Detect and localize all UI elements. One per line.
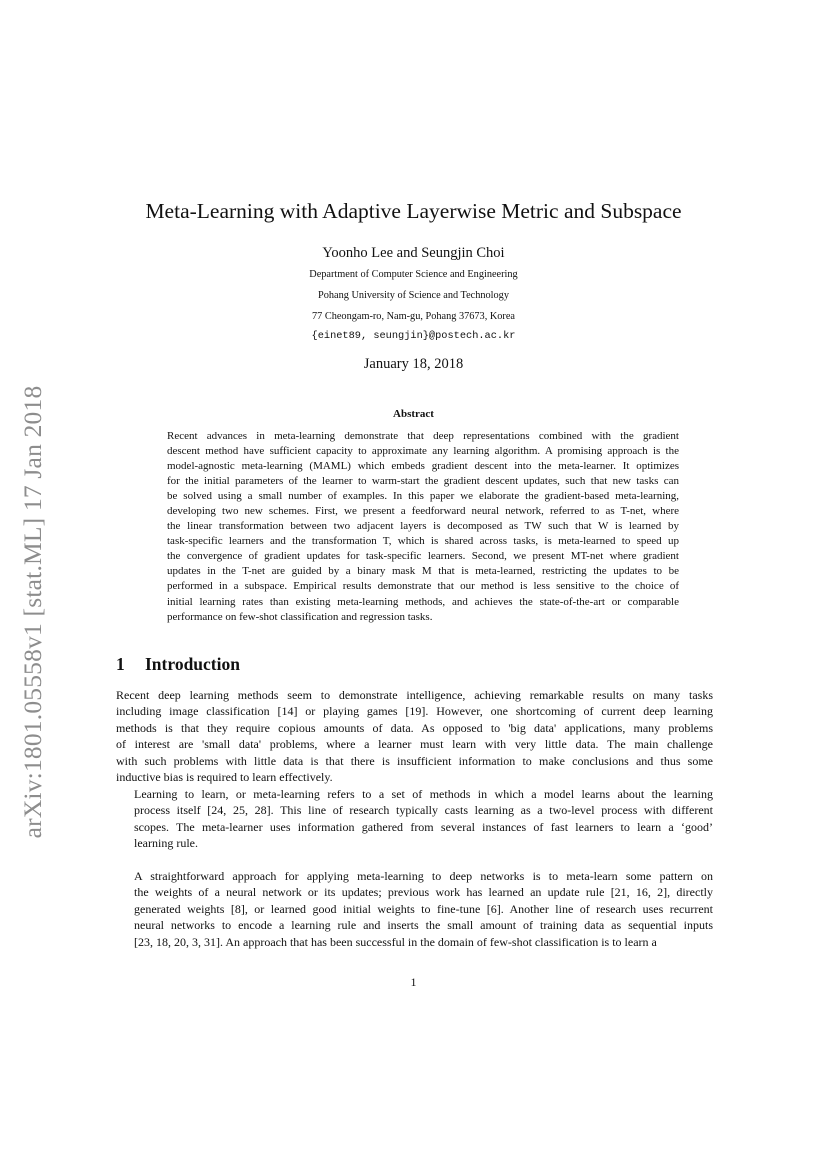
paper-authors: Yoonho Lee and Seungjin Choi (322, 245, 505, 261)
abstract-line: Recent advances in meta-learning demonstrate that deep representations combined with the gradient (167, 430, 679, 442)
abstract-line: descent method have sufficient capacity to approximate any learning algorithm. A promising approach is the (167, 445, 679, 458)
paragraph-line: including image classification [14] or playing games [19]. However, one shortcoming of current deep learning (116, 704, 713, 719)
paragraph-line: process itself [24, 25, 28]. This line of research typically casts learning as a two-level process with different (134, 803, 713, 818)
section-number: 1 (116, 654, 125, 674)
abstract-line: performance on few-shot classification and regression tasks. (167, 610, 433, 623)
affiliation-address: 77 Cheongam-ro, Nam-gu, Pohang 37673, Korea (311, 311, 516, 322)
paragraph-line: scopes. The meta-learner uses information gathered from several instances of fast learners to learn a ‘good’ (134, 819, 713, 834)
paragraph-line: Recent deep learning methods seem to demonstrate intelligence, achieving remarkable results on many tasks (116, 688, 713, 702)
paragraph-line: generated weights [8], or learned good initial weights to fine-tune [6]. Another line of research uses recurrent (134, 901, 713, 916)
section-heading-introduction (116, 654, 240, 675)
arxiv-identifier-stamp: arXiv:1801.05558v1 [stat.ML] 17 Jan 2018 (18, 385, 47, 839)
abstract-line: model-agnostic meta-learning (MAML) which embeds gradient descent into the meta-learner. It optimizes (167, 460, 679, 473)
paragraph-line: the weights of a neural network or its updates; previous work has learned an update rule [21, 16, 2], directly (134, 885, 713, 900)
intro-paragraph-1 (116, 687, 713, 786)
paragraph-line: inductive bias is required to learn effectively. (116, 770, 333, 785)
paragraph-line: neural networks to encode a learning rule and inserts the small amount of training data as sequential inputs (134, 918, 713, 933)
paragraph-line: learning rule. (134, 836, 198, 851)
abstract-body (149, 429, 679, 625)
paragraph-line: A straightforward approach for applying meta-learning to deep networks is to meta-learn some pattern on (134, 869, 713, 883)
intro-paragraph-2 (116, 786, 713, 852)
paragraph-line: Learning to learn, or meta-learning refers to a set of methods in which a model learns about the learning (134, 787, 713, 801)
author-email: {einet89, seungjin}@postech.ac.kr (311, 330, 516, 342)
abstract-line: initial learning rates than existing meta-learning methods, and achieves the state-of-the-art or comparable (167, 595, 679, 608)
paper-title: Meta-Learning with Adaptive Layerwise Metric and Subspace (145, 199, 682, 223)
affiliation-department: Department of Computer Science and Engineering (309, 269, 518, 280)
abstract-line: developing two new schemes. First, we present a feedforward neural network, referred to as T-net, where (167, 505, 679, 518)
paragraph-line: of interest are 'small data' problems, where a learner must learn with very little data. The main challenge (116, 737, 713, 752)
abstract-line: performed in a subspace. Empirical results demonstrate that our method is less sensitive to the choice of (167, 580, 679, 593)
abstract-line: updates in the T-net are guided by a binary mask M that is meta-learned, restricting the updates to be (167, 565, 679, 578)
abstract-line: the linear transformation between two adjacent layers is decomposed as TW such that W is learned by (167, 520, 679, 533)
abstract-line: for the initial parameters of the learner to warm-start the gradient descent updates, such that new tasks can (167, 475, 679, 488)
page-number: 1 (410, 975, 417, 989)
abstract-line: the convergence of gradient updates for task-specific learners. Second, we present MT-net where gradient (167, 550, 679, 563)
paragraph-line: methods is that they require copious amounts of data. As opposed to 'big data' applications, many problems (116, 720, 713, 735)
paper-date: January 18, 2018 (363, 356, 464, 372)
abstract-line: be solved using a small number of examples. In this paper we elaborate the gradient-based meta-learning, (167, 490, 679, 503)
intro-paragraph-3 (116, 868, 713, 950)
paragraph-line: with such problems with little data is that there is insufficient information to make conclusions and thus some (116, 753, 713, 768)
abstract-line: task-specific learners and the transformation T, which is shared across tasks, is meta-learned to speed up (167, 535, 679, 548)
affiliation-university: Pohang University of Science and Technology (318, 290, 509, 301)
abstract-heading: Abstract (393, 408, 434, 420)
paragraph-line: [23, 18, 20, 3, 31]. An approach that has been successful in the domain of few-shot classification is to learn a (134, 934, 657, 949)
section-title: Introduction (145, 654, 240, 674)
